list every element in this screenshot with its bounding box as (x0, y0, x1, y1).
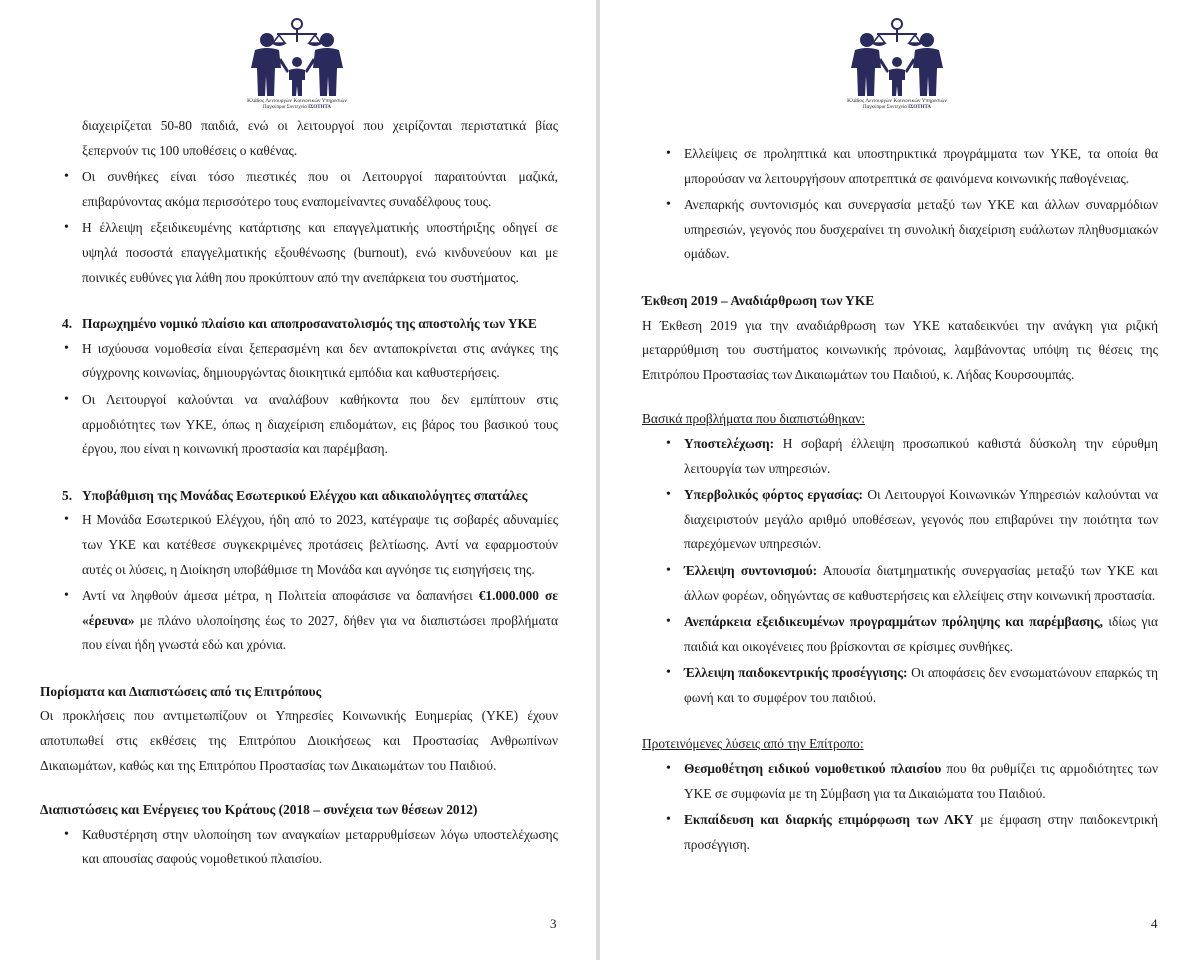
list-item: • Αντί να ληφθούν άμεσα μέτρα, η Πολιτεία αποφάσισε να δαπανήσει €1.000.000 σε «έρευνα» με πλάνο υλοποίησης έως το 2027, δήθεν για να διαπιστώσει προβλήματα που είναι ήδη γνωστά εδώ και χρόνια. (40, 584, 558, 658)
state-bullets (40, 823, 558, 872)
page-3-body (40, 114, 558, 874)
problems-heading: Βασικά προβλήματα που διαπιστώθηκαν: (642, 411, 866, 427)
page-number: 3 (550, 916, 557, 931)
list-item: • Θεσμοθέτηση ειδικού νομοθετικού πλαισίου που θα ρυθμίζει τις αρμοδιότητες των ΥΚΕ σε συμφωνία με τη Σύμβαση για τα Δικαιώματα του Παιδιού. (642, 757, 1158, 806)
logo-union-name: Παγκύπρια Συντεχνία ΙΣΟΤΗΤΑ (263, 104, 331, 110)
logo-org-name: Κλάδος Λειτουργών Κοινωνικών Υπηρεσιών (247, 98, 347, 104)
logo-org-name: Κλάδος Λειτουργών Κοινωνικών Υπηρεσιών (847, 98, 947, 104)
section-4-heading: 4. Παρωχημένο νομικό πλαίσιο και αποπροσανατολισμός της αποστολής των ΥΚΕ (62, 316, 537, 332)
list-item: • Έλλειψη παιδοκεντρικής προσέγγισης: Οι αποφάσεις δεν ενσωματώνουν επαρκώς τη φωνή και το συμφέρον του παιδιού. (642, 661, 1158, 710)
solutions-heading: Προτεινόμενες λύσεις από την Επίτροπο: (642, 736, 864, 752)
list-item: • Η ισχύουσα νομοθεσία είναι ξεπερασμένη και δεν ανταποκρίνεται στις ανάγκες της σύγχρονης κοινωνίας, δημιουργώντας διοικητικά εμπόδια και καθυστερήσεις. (40, 337, 558, 386)
list-item: • Οι συνθήκες είναι τόσο πιεστικές που οι Λειτουργοί παραιτούνται μαζικά, επιβαρύνοντας ακόμα περισσότερο τους εναπομείναντες συναδέλφους τους. (40, 165, 558, 214)
family-scales-icon (847, 16, 947, 98)
list-item: • Υποστελέχωση: Η σοβαρή έλλειψη προσωπικού καθιστά δύσκολη την εύρυθμη λειτουργία των υπηρεσιών. (642, 432, 1158, 481)
union-logo (232, 16, 362, 120)
list-item: • Ανεπαρκής συντονισμός και συνεργασία μεταξύ των ΥΚΕ και άλλων συναρμόδιων υπηρεσιών, γεγονός που δυσχεραίνει τη συνολική διαχείριση ευάλωτων πληθυσμιακών ομάδων. (642, 193, 1158, 267)
list-item: • Υπερβολικός φόρτος εργασίας: Οι Λειτουργοί Κοινωνικών Υπηρεσιών καλούνται να διαχειριστούν μεγάλο αριθμό υποθέσεων, γεγονός που επιβαρύνει την ποιότητα των παρεχόμενων υπηρεσιών. (642, 483, 1158, 557)
section-4-bullets (40, 337, 558, 462)
list-item: • Εκπαίδευση και διαρκής επιμόρφωση των ΛΚΥ με έμφαση στην παιδοκεντρική προσέγγιση. (642, 808, 1158, 857)
page-3 (0, 0, 596, 960)
deficiency-bullets (642, 142, 1158, 267)
workload-bullets (40, 165, 558, 290)
report-text: Η Έκθεση 2019 για την αναδιάρθρωση των ΥΚΕ καταδεικνύει την ανάγκη για ριζική μεταρρύθμιση του συστήματος κοινωνικής πρόνοιας, λαμβάνοντας υπόψη τις θέσεις της Επιτρόπου Προστασίας των Δικαιωμάτων του Παιδιού, κ. Λήδας Κουρσουμπάς. (642, 317, 1158, 382)
family-scales-icon (247, 16, 347, 98)
list-item: • Η έλλειψη εξειδικευμένης κατάρτισης και επαγγελματικής υποστήριξης οδηγεί σε υψηλά ποσοστά επαγγελματικής εξουθένωσης (burnout), ενώ κινδυνεύουν και με ποινικές ευθύνες για λάθη που προκύπτουν από την ανεπάρκεια του συστήματος. (40, 216, 558, 290)
union-logo (832, 16, 962, 120)
list-item: • Ανεπάρκεια εξειδικευμένων προγραμμάτων πρόληψης και παρέμβασης, ιδίως για παιδιά και οικογένειες που βρίσκονται σε κρίσιμες συνθήκες. (642, 610, 1158, 659)
section-5-heading: 5. Υποβάθμιση της Μονάδας Εσωτερικού Ελέγχου και αδικαιολόγητες σπατάλες (62, 487, 528, 503)
page-4 (600, 0, 1200, 960)
budget-amount: €1.000.000 σε «έρευνα» (82, 588, 558, 628)
section-5-bullets (40, 508, 558, 658)
list-item: • Καθυστέρηση στην υλοποίηση των αναγκαίων μεταρρυθμίσεων λόγω υποστελέχωσης και απουσίας σαφούς νομοθετικού πλαισίου. (40, 823, 558, 872)
problems-list (642, 432, 1158, 711)
page-number: 4 (1151, 916, 1158, 931)
logo-union-name: Παγκύπρια Συντεχνία ΙΣΟΤΗΤΑ (863, 104, 931, 110)
page-4-body (642, 142, 1158, 859)
state-heading: Διαπιστώσεις και Ενέργειες του Κράτους (2018 – συνέχεια των θέσεων 2012) (40, 802, 478, 818)
report-heading: Έκθεση 2019 – Αναδιάρθρωση των ΥΚΕ (642, 292, 875, 308)
list-item: • Η Μονάδα Εσωτερικού Ελέγχου, ήδη από το 2023, κατέγραψε τις σοβαρές αδυναμίες των ΥΚΕ και κατέθεσε συγκεκριμένες προτάσεις βελτίωσης. Αντί να εφαρμοστούν αυτές οι λύσεις, η Διοίκηση υποβάθμισε τη Μονάδα και αγνόησε τις εισηγήσεις της. (40, 508, 558, 582)
list-item: • Έλλειψη συντονισμού: Απουσία διατμηματικής συνεργασίας μεταξύ των ΥΚΕ και άλλων φορέων, οδηγώντας σε καθυστερήσεις και ελλείψεις στην κοινωνική προστασία. (642, 559, 1158, 608)
list-item: • Ελλείψεις σε προληπτικά και υποστηρικτικά προγράμματα των ΥΚΕ, τα οποία θα μπορούσαν να λειτουργήσουν αποτρεπτικά σε φαινόμενα κοινωνικής παθογένειας. (642, 142, 1158, 191)
findings-heading: Πορίσματα και Διαπιστώσεις από τις Επιτρόπους (40, 683, 322, 699)
intro-continuation: διαχειρίζεται 50-80 παιδιά, ενώ οι λειτουργοί που χειρίζονται περιστατικά βίας ξεπερνούν τις 100 υποθέσεις ο καθένας. (82, 118, 558, 158)
findings-text: Οι προκλήσεις που αντιμετωπίζουν οι Υπηρεσίες Κοινωνικής Ευημερίας (ΥΚΕ) έχουν αποτυπωθεί στις εκθέσεις της Επιτρόπου Διοικήσεως και Προστασίας Ανθρωπίνων Δικαιωμάτων, καθώς και της Επιτρόπου Προστασίας των Δικαιωμάτων του Παιδιού. (40, 708, 558, 773)
list-item: • Οι Λειτουργοί καλούνται να αναλάβουν καθήκοντα που δεν εμπίπτουν στις αρμοδιότητες των ΥΚΕ, όπως η διαχείριση επιδομάτων, εις βάρος του βασικού τους έργου, που είναι η κοινωνική προστασία και παρέμβαση. (40, 388, 558, 462)
solutions-list (642, 757, 1158, 857)
